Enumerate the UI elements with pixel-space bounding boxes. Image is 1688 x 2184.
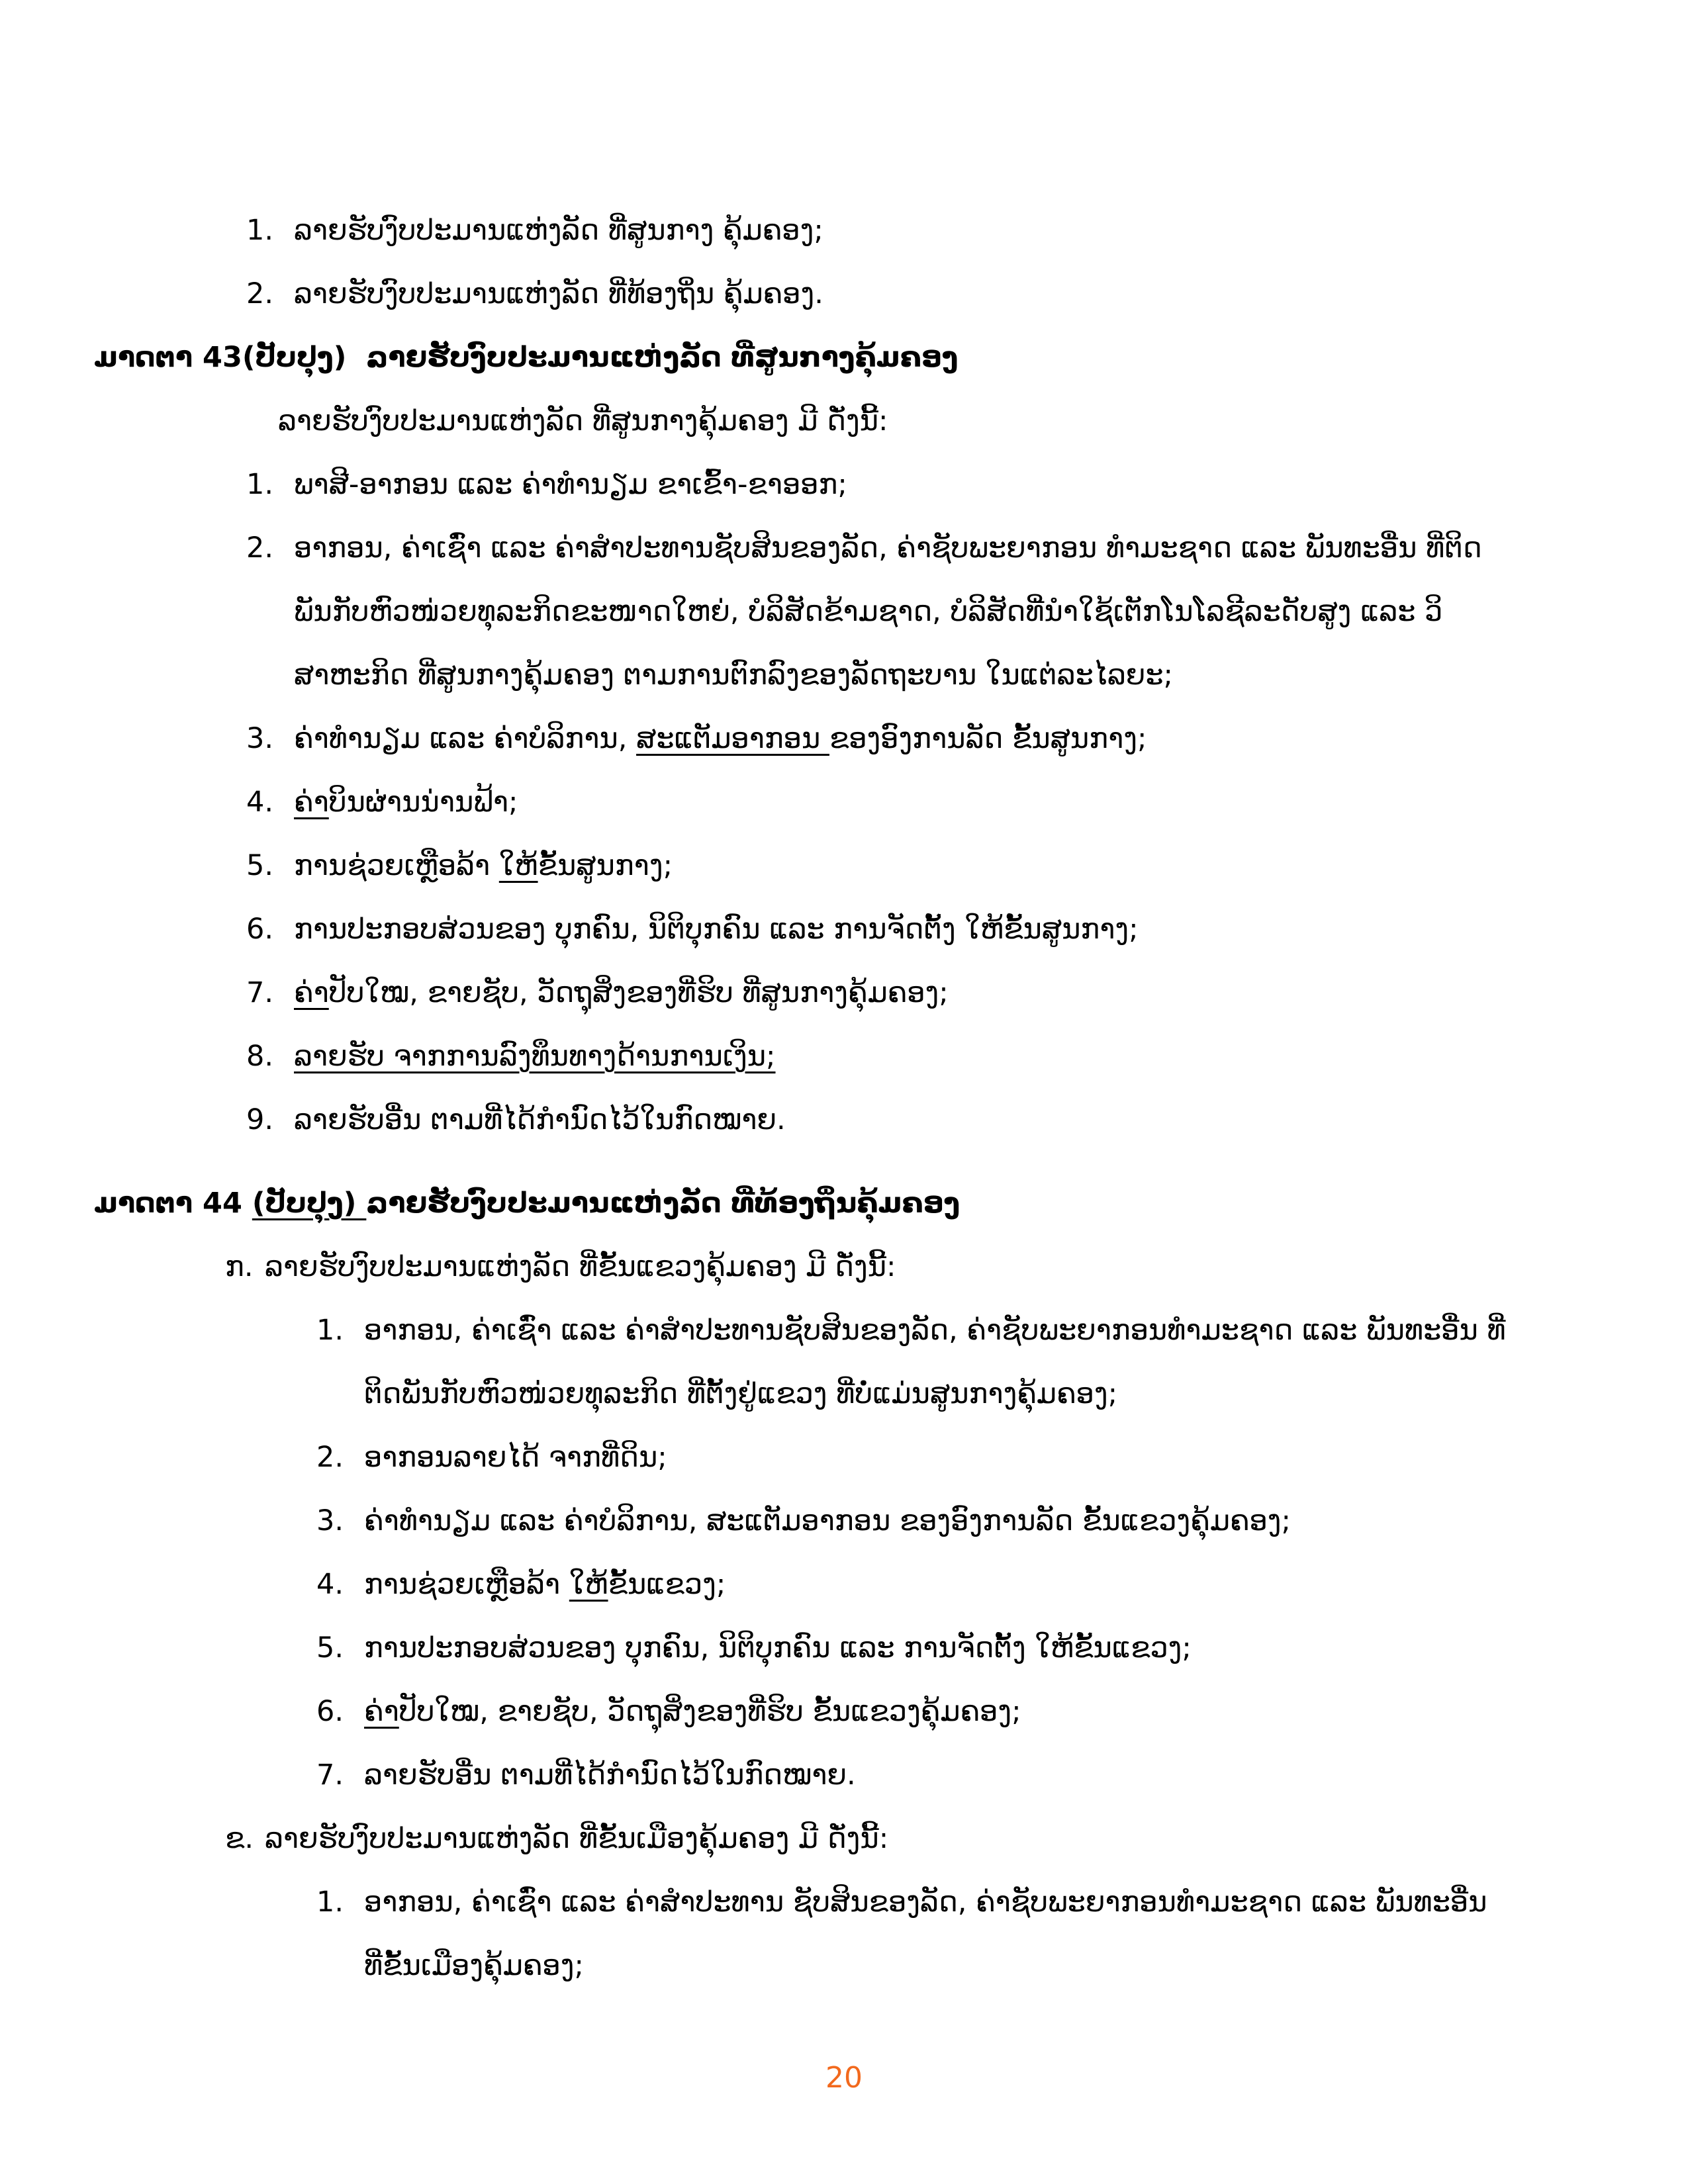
item-number: 2. bbox=[246, 277, 274, 310]
item-text: ອາກອນ, ຄ່າເຊົ່າ ແລະ ຄ່າສຳປະທານ ຊັບສິນຂອງລັດ, ຄ່າຊັບພະຍາກອນທຳມະຊາດ ແລະ ພັນທະອື່ນ ທີ່ຂັ້ນເມືອງຄຸ້ມຄອງ; bbox=[364, 1886, 1487, 1982]
item-text: ການຊ່ວຍເຫຼືອລ້າ ໃຫ້ຂັ້ນແຂວງ; bbox=[364, 1568, 726, 1601]
item-text: ລາຍຮັບງົບປະມານແຫ່ງລັດ ທີ່ຂັ້ນແຂວງຄຸ້ມຄອງ ມີ ດັ່ງນີ້: bbox=[265, 1250, 896, 1283]
list-item bbox=[0, 1088, 1516, 1152]
item-number: 4. bbox=[316, 1568, 344, 1601]
item-text: ຄ່າທຳນຽມ ແລະ ຄ່າບໍລິການ, ສະແຕັມອາກອນ ຂອງອົງການລັດ ຂັ້ນສູນກາງ; bbox=[294, 722, 1147, 755]
item-text: ການຊ່ວຍເຫຼືອລ້າ ໃຫ້ຂັ້ນສູນກາງ; bbox=[294, 849, 673, 882]
list-item bbox=[0, 1870, 1516, 1997]
item-number: 3. bbox=[246, 722, 274, 755]
article-heading bbox=[0, 326, 1516, 389]
item-number: ຂ. bbox=[225, 1822, 254, 1855]
item-number: 1. bbox=[316, 1886, 344, 1919]
item-number: 4. bbox=[246, 786, 274, 819]
item-text: ຄ່າທຳນຽມ ແລະ ຄ່າບໍລິການ, ສະແຕັມອາກອນ ຂອງອົງການລັດ ຂັ້ນແຂວງຄຸ້ມຄອງ; bbox=[364, 1504, 1291, 1537]
item-text: ລາຍຮັບງົບປະມານແຫ່ງລັດ ທີ່ຂັ້ນເມືອງຄຸ້ມຄອງ ມີ ດັ່ງນີ້: bbox=[265, 1822, 889, 1855]
list-item bbox=[0, 1616, 1516, 1680]
item-text: ຄ່າປັບໃໝ, ຂາຍຊັບ, ວັດຖຸສິ່ງຂອງທີ່ຮິບ ທີ່ສູນກາງຄຸ້ມຄອງ; bbox=[294, 976, 949, 1009]
item-text: ມາດຕາ 44 (ປັບປຸງ) ລາຍຮັບງົບປະມານແຫ່ງລັດ ທີ່ທ້ອງຖິ່ນຄຸ້ມຄອງ bbox=[94, 1187, 961, 1220]
item-number: 6. bbox=[316, 1695, 344, 1728]
list-item bbox=[0, 707, 1516, 770]
item-text: ການປະກອບສ່ວນຂອງ ບຸກຄົນ, ນິຕິບຸກຄົນ ແລະ ການຈັດຕັ້ງ ໃຫ້ຂັ້ນແຂວງ; bbox=[364, 1631, 1192, 1664]
item-text: ມາດຕາ 43(ປັບປຸງ) ລາຍຮັບງົບປະມານແຫ່ງລັດ ທີ່ສູນກາງຄຸ້ມຄອງ bbox=[94, 341, 959, 374]
item-text: ພາສີ-ອາກອນ ແລະ ຄ່າທຳນຽມ ຂາເຂົ້າ-ຂາອອກ; bbox=[294, 468, 847, 501]
paragraph bbox=[0, 389, 1516, 453]
list-item bbox=[0, 1426, 1516, 1489]
item-text: ລາຍຮັບ ຈາກການລົງທຶນທາງດ້ານການເງິນ; bbox=[294, 1040, 776, 1073]
item-text: ລາຍຮັບງົບປະມານແຫ່ງລັດ ທີ່ທ້ອງຖິ່ນ ຄຸ້ມຄອງ. bbox=[294, 277, 823, 310]
item-number: 7. bbox=[246, 976, 274, 1009]
list-item bbox=[0, 1489, 1516, 1553]
list-item bbox=[0, 834, 1516, 897]
item-number: 2. bbox=[246, 531, 274, 565]
item-text: ການປະກອບສ່ວນຂອງ ບຸກຄົນ, ນິຕິບຸກຄົນ ແລະ ການຈັດຕັ້ງ ໃຫ້ຂັ້ນສູນກາງ; bbox=[294, 913, 1139, 946]
item-text: ຄ່າບິນຜ່ານນ່ານຟ້າ; bbox=[294, 786, 518, 819]
item-number: 8. bbox=[246, 1040, 274, 1073]
item-number: 7. bbox=[316, 1758, 344, 1792]
item-number: 9. bbox=[246, 1103, 274, 1136]
item-text: ອາກອນ, ຄ່າເຊົ່າ ແລະ ຄ່າສຳປະທານຊັບສິນຂອງລັດ, ຄ່າຊັບພະຍາກອນ ທຳມະຊາດ ແລະ ພັນທະອື່ນ ທີ່ຕິດ ພັນກັບຫົວໜ່ວຍທຸລະກິດຂະໜາດໃຫຍ່, ບໍລິສັດຂ້າມຊາດ, ບໍລິສັດທີ່ນຳໃຊ້ເຕັກໂນໂລຊີລະດັບສູງ ແລະ ວິ ສາຫະກິດ ທີ່ສູນກາງຄຸ້ມຄອງ ຕາມການຕົກລົງຂອງລັດຖະບານ ໃນແຕ່ລະໄລຍະ; bbox=[294, 531, 1482, 692]
list-item bbox=[0, 1807, 1516, 1870]
list-item bbox=[0, 1024, 1516, 1088]
item-text: ອາກອນ, ຄ່າເຊົ່າ ແລະ ຄ່າສຳປະທານຊັບສິນຂອງລັດ, ຄ່າຊັບພະຍາກອນທຳມະຊາດ ແລະ ພັນທະອື່ນ ທີ່ ຕິດພັນກັບຫົວໜ່ວຍທຸລະກິດ ທີ່ຕັ້ງຢູ່ແຂວງ ທີ່ບໍ່ແມ່ນສູນກາງຄຸ້ມຄອງ; bbox=[364, 1314, 1506, 1410]
item-number: 1. bbox=[316, 1314, 344, 1347]
item-number: ກ. bbox=[225, 1250, 254, 1283]
item-text: ລາຍຮັບອື່ນ ຕາມທີ່ໄດ້ກຳນົດໄວ້ໃນກົດໝາຍ. bbox=[294, 1103, 786, 1136]
list-item bbox=[0, 897, 1516, 961]
item-number: 1. bbox=[246, 468, 274, 501]
article-heading bbox=[0, 1171, 1516, 1235]
item-text: ລາຍຮັບອື່ນ ຕາມທີ່ໄດ້ກຳນົດໄວ້ໃນກົດໝາຍ. bbox=[364, 1758, 856, 1792]
list-item bbox=[0, 1298, 1516, 1426]
page-number: 20 bbox=[825, 2061, 863, 2095]
list-item bbox=[0, 516, 1516, 707]
list-item bbox=[0, 1680, 1516, 1743]
list-item bbox=[0, 1553, 1516, 1616]
item-number: 5. bbox=[246, 849, 274, 882]
list-item bbox=[0, 770, 1516, 834]
item-number: 3. bbox=[316, 1504, 344, 1537]
list-item bbox=[0, 961, 1516, 1024]
item-number: 2. bbox=[316, 1441, 344, 1474]
list-item bbox=[0, 1235, 1516, 1298]
list-item bbox=[0, 1743, 1516, 1807]
item-text: ລາຍຮັບງົບປະມານແຫ່ງລັດ ທີ່ສູນກາງຄຸ້ມຄອງ ມີ ດັ່ງນີ້: bbox=[278, 404, 888, 437]
list-item bbox=[0, 262, 1516, 326]
item-text: ອາກອນລາຍໄດ້ ຈາກທີ່ດິນ; bbox=[364, 1441, 667, 1474]
item-text: ຄ່າປັບໃໝ, ຂາຍຊັບ, ວັດຖຸສິ່ງຂອງທີ່ຮິບ ຂັ້ນແຂວງຄຸ້ມຄອງ; bbox=[364, 1695, 1021, 1728]
item-text: ລາຍຮັບງົບປະມານແຫ່ງລັດ ທີ່ສູນກາງ ຄຸ້ມຄອງ; bbox=[294, 214, 823, 247]
list-item bbox=[0, 453, 1516, 516]
list-item bbox=[0, 199, 1516, 262]
item-number: 6. bbox=[246, 913, 274, 946]
item-number: 1. bbox=[246, 214, 274, 247]
item-number: 5. bbox=[316, 1631, 344, 1664]
